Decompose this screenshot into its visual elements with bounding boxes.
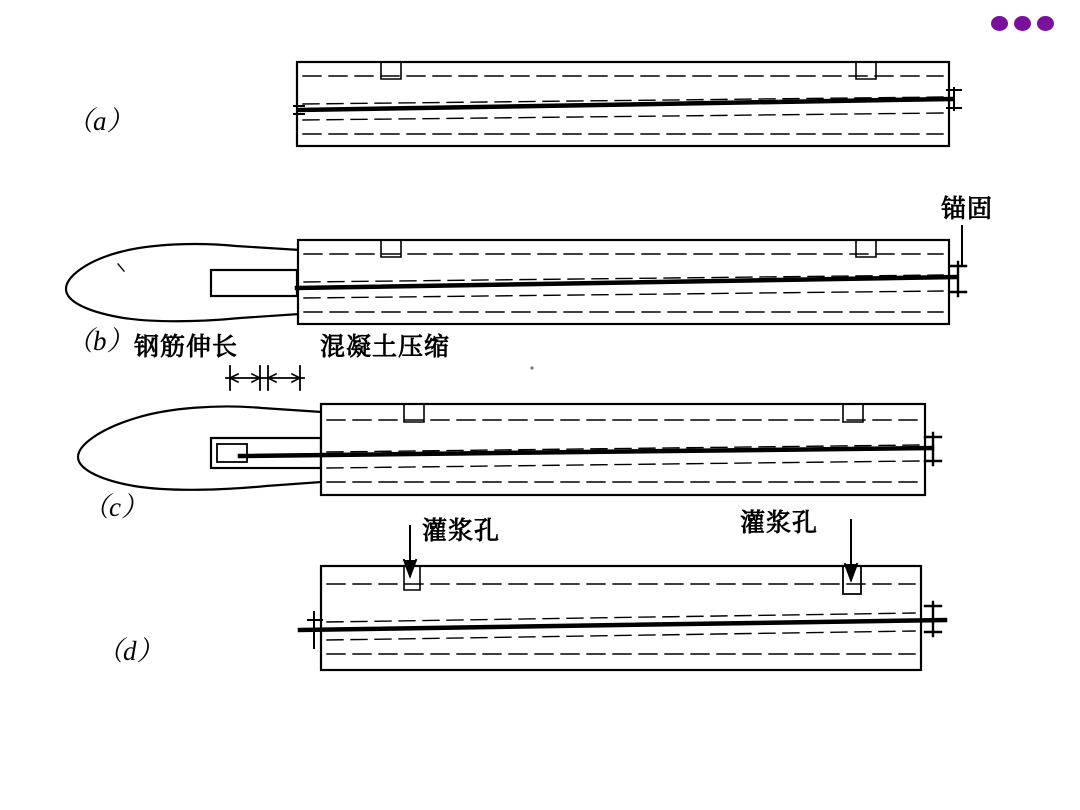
stage-label-a: （a） <box>66 106 134 136</box>
stage-c-group <box>78 404 941 495</box>
corner-dots-decoration <box>976 10 1068 36</box>
dot-icon <box>1014 16 1031 31</box>
annotation-steel-elongation: 钢筋伸长 <box>134 332 239 361</box>
stage-label-c: （c） <box>82 492 148 522</box>
dot-icon <box>1037 16 1054 31</box>
stage-a-group <box>294 62 961 146</box>
stage-d-group <box>300 516 945 670</box>
annotation-anchor: 锚固 <box>941 194 994 223</box>
dot-icon <box>991 16 1008 31</box>
annotation-concrete-compression: 混凝土压缩 <box>320 332 451 361</box>
annotation-grout-hole-right: 灌浆孔 <box>740 508 819 537</box>
stage-label-b: （b） <box>66 326 134 356</box>
stage-label-d: （d） <box>96 636 164 666</box>
stage-b-group <box>66 226 966 390</box>
annotation-grout-hole-left: 灌浆孔 <box>422 516 501 545</box>
